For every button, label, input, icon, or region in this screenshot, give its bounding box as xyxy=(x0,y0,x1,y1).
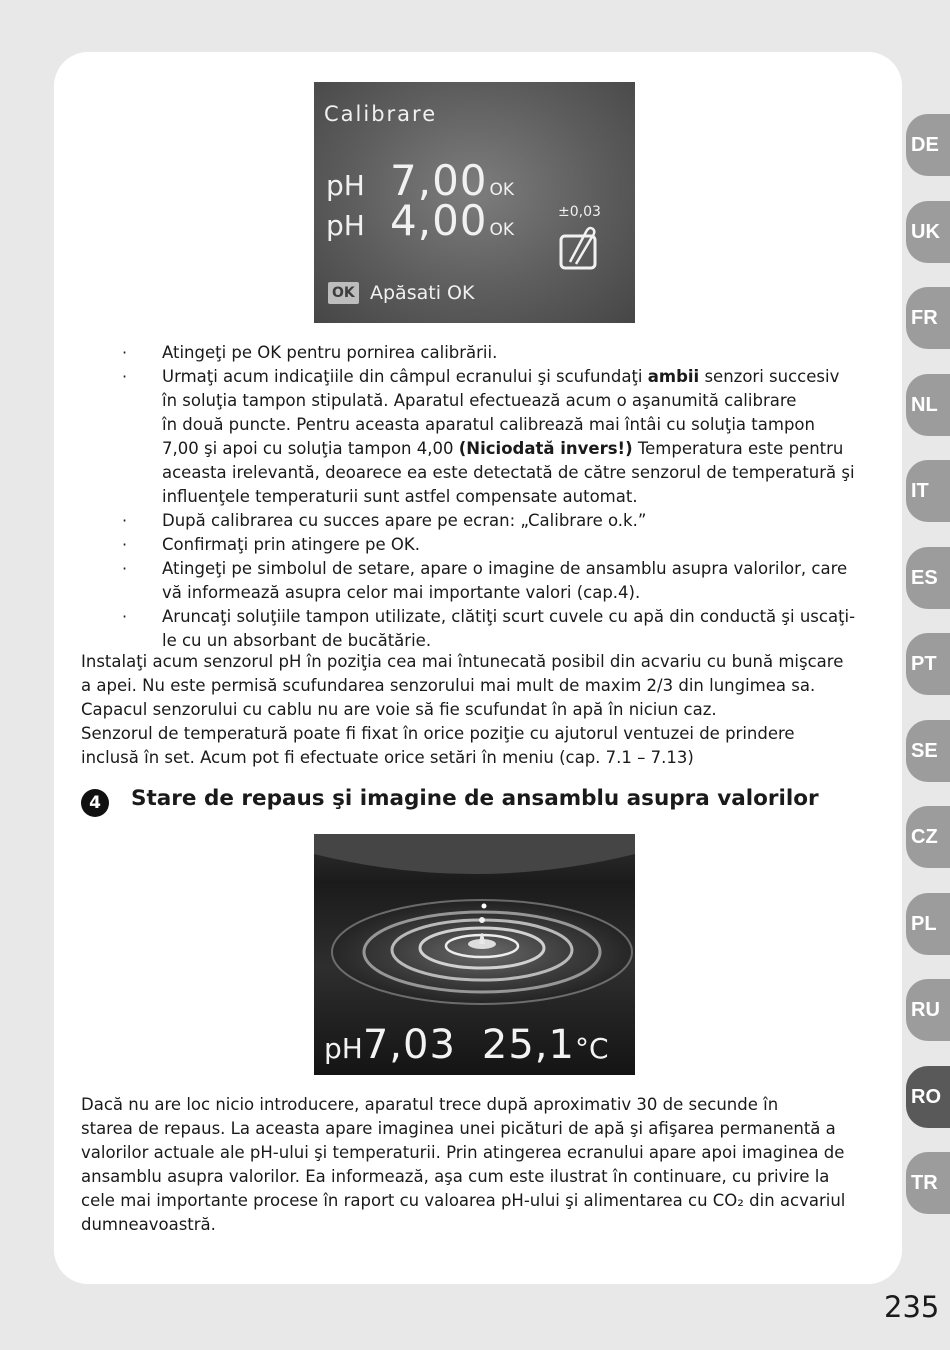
ph-label: pH xyxy=(326,209,365,242)
bullet-text-line: le cu un absorbant de bucătărie. xyxy=(162,631,432,650)
bullet-text-line: Urmaţi acum indicaţiile din câmpul ecranului şi scufundaţi ambii senzori succesiv xyxy=(162,367,840,386)
page-number: 235 xyxy=(884,1290,940,1324)
bullet-text-line: vă informează asupra celor mai importante valori (cap.4). xyxy=(162,583,641,602)
paragraph-line: inclusă în set. Acum pot fi efectuate orice setări în meniu (cap. 7.1 – 7.13) xyxy=(81,748,694,767)
bullet-marker: · xyxy=(122,367,128,386)
paragraph-line: valorilor actuale ale pH-ului şi temperaturii. Prin atingerea ecranului apare apoi imaginea de xyxy=(81,1143,845,1162)
bullet-text-line: Atingeţi pe OK pentru pornirea calibrării. xyxy=(162,343,498,362)
calibration-row-2 xyxy=(326,196,514,245)
bullet-text-line: influenţele temperaturii sunt astfel compensate automat. xyxy=(162,487,638,506)
section-heading: Stare de repaus şi imagine de ansamblu asupra valorilor xyxy=(131,786,819,811)
bullet-text-line: Atingeţi pe simbolul de setare, apare o imagine de ansamblu asupra valorilor, care xyxy=(162,559,848,578)
language-tab-ru[interactable]: RU xyxy=(906,979,950,1041)
calibration-screen-image xyxy=(314,82,635,323)
ph-label: pH xyxy=(324,1032,363,1065)
language-tab-pl[interactable]: PL xyxy=(906,893,950,955)
language-tab-se[interactable]: SE xyxy=(906,720,950,782)
bullet-marker: · xyxy=(122,535,128,554)
language-tab-ro[interactable]: RO xyxy=(906,1066,950,1128)
status-ok: OK xyxy=(489,220,515,240)
ph-value: 4,00 xyxy=(390,196,488,245)
ph-value: 7,00 xyxy=(390,156,488,205)
bullet-text-line: Aruncaţi soluţiile tampon utilizate, clătiţi scurt cuvele cu apă din conductă şi uscaţi- xyxy=(162,607,856,626)
bullet-text-line: Confirmaţi prin atingere pe OK. xyxy=(162,535,420,554)
emphasis: ambii xyxy=(647,367,700,386)
section-number-badge: 4 xyxy=(81,789,109,817)
language-tab-es[interactable]: ES xyxy=(906,547,950,609)
temperature-unit: °C xyxy=(574,1032,609,1065)
language-tab-it[interactable]: IT xyxy=(906,460,950,522)
paragraph-line: cele mai importante procese în raport cu valoarea pH-ului şi alimentarea cu CO₂ din acvariul xyxy=(81,1191,846,1210)
language-tab-uk[interactable]: UK xyxy=(906,201,950,263)
paragraph-line: a apei. Nu este permisă scufundarea senzorului mai mult de maxim 2/3 din lungimea sa. xyxy=(81,676,816,695)
ok-badge: OK xyxy=(328,282,359,304)
bullet-text-line: în soluţia tampon stipulată. Aparatul efectuează acum o aşanumită calibrare xyxy=(162,391,797,410)
ph-value: 7,03 xyxy=(362,1022,456,1068)
calibration-title: Calibrare xyxy=(324,102,438,126)
bullet-marker: · xyxy=(122,559,128,578)
status-ok: OK xyxy=(489,180,515,200)
paragraph-line: Instalaţi acum senzorul pH în poziţia cea mai întunecată posibil din acvariu cu bună mişcare xyxy=(81,652,844,671)
language-tab-nl[interactable]: NL xyxy=(906,374,950,436)
tolerance-value: ±0,03 xyxy=(558,204,601,220)
bullet-text-line: 7,00 şi apoi cu soluţia tampon 4,00 (Niciodată invers!) Temperatura este pentru xyxy=(162,439,844,458)
press-ok-text: Apăsati OK xyxy=(370,282,475,304)
ph-label: pH xyxy=(326,169,365,202)
paragraph-line: Dacă nu are loc nicio introducere, aparatul trece după aproximativ 30 de secunde în xyxy=(81,1095,779,1114)
bullet-marker: · xyxy=(122,511,128,530)
paragraph-line: ansamblu asupra valorilor. Ea informează, aşa cum este ilustrat în continuare, cu privire la xyxy=(81,1167,830,1186)
bullet-text-line: După calibrarea cu succes apare pe ecran: „Calibrare o.k.” xyxy=(162,511,647,530)
calibration-probe-icon xyxy=(558,224,600,272)
language-tab-cz[interactable]: CZ xyxy=(906,806,950,868)
language-tab-tr[interactable]: TR xyxy=(906,1152,950,1214)
bullet-text-line: în două puncte. Pentru aceasta aparatul calibrează mai întâi cu soluţia tampon xyxy=(162,415,815,434)
bullet-marker: · xyxy=(122,607,128,626)
paragraph-line: dumneavoastră. xyxy=(81,1215,216,1234)
language-tab-fr[interactable]: FR xyxy=(906,287,950,349)
temperature-value: 25,1 xyxy=(481,1022,575,1068)
bullet-text-line: aceasta irelevantă, deoarece ea este detectată de către senzorul de temperatură şi xyxy=(162,463,855,482)
language-tab-pt[interactable]: PT xyxy=(906,633,950,695)
paragraph-line: starea de repaus. La aceasta apare imaginea unei picături de apă şi afişarea permanentă a xyxy=(81,1119,836,1138)
ph-temperature-readout xyxy=(324,1022,609,1068)
water-drop-screen-image xyxy=(314,834,635,1075)
paragraph-line: Capacul senzorului cu cablu nu are voie să fie scufundat în apă în niciun caz. xyxy=(81,700,717,719)
paragraph-line: Senzorul de temperatură poate fi fixat în orice poziţie cu ajutorul ventuzei de prindere xyxy=(81,724,795,743)
emphasis: (Niciodată invers!) xyxy=(458,439,633,458)
language-tab-de[interactable]: DE xyxy=(906,114,950,176)
bullet-marker: · xyxy=(122,343,128,362)
